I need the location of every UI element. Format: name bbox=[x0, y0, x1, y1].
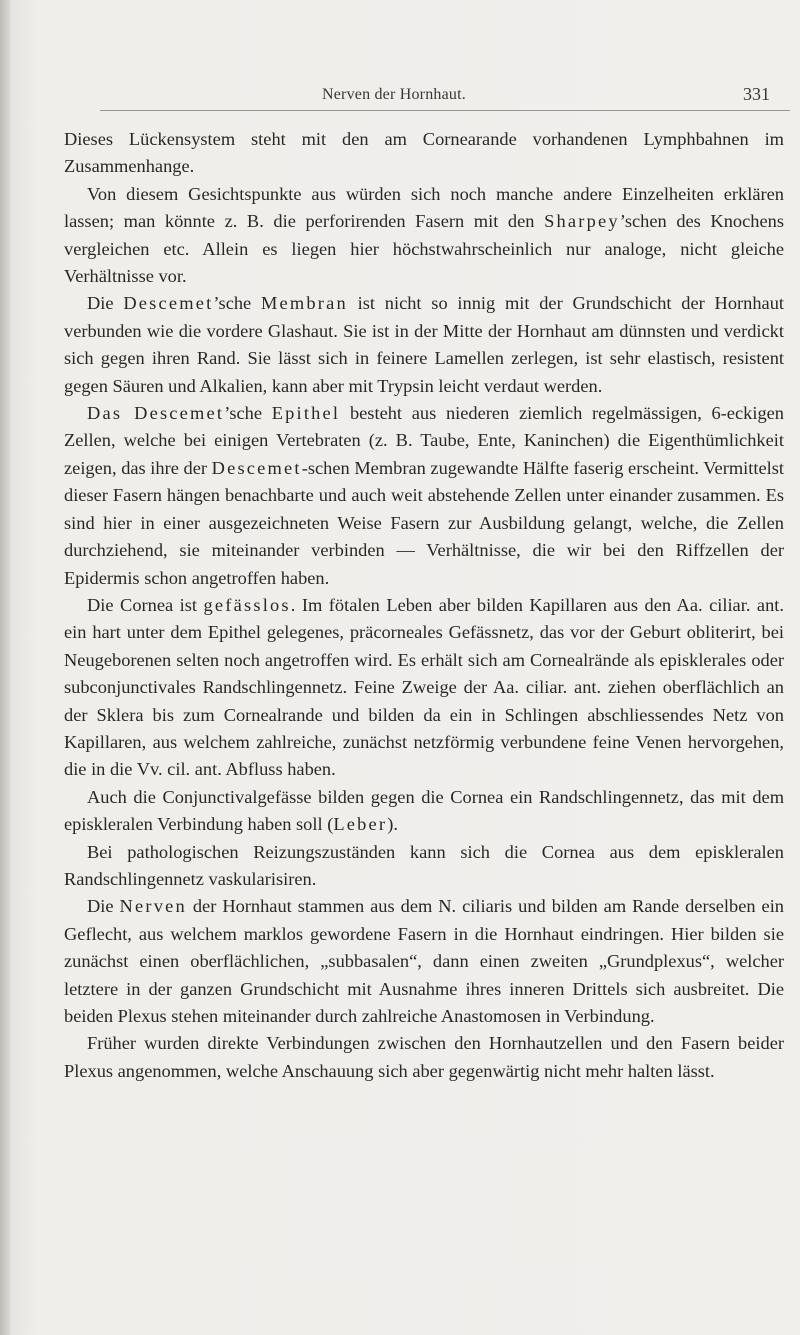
paragraph-text: ’sche bbox=[224, 403, 272, 424]
paragraph-text: Von diesem Gesichtspunkte aus würden sich noch manche andere Einzelheiten erklären lassen; man könnte z. B. die perforirenden Fasern mit den bbox=[64, 183, 784, 232]
paragraph-text: der Hornhaut stammen aus dem N. ciliaris und bilden am Rande derselben ein Geflecht, aus welchem marklos gewordene Fasern in die Hornhaut eindringen. Hier bilden sie zunächst einen oberflächlichen, „subbasalen“, dann einen zweiten „Grundplexus“, welcher letztere in der ganzen Grundschicht mit Ausnahme ihres inneren Drittels sich ausbreitet. Die beiden Plexus stehen miteinander durch zahlreiche Anastomosen in Verbindung. bbox=[64, 896, 784, 1026]
paragraph-text: ’schen des Knochens vergleichen etc. Allein es liegen hier höchstwahrscheinlich nur analoge, nicht gleiche Verhältnisse vor. bbox=[64, 211, 784, 287]
paragraph bbox=[64, 400, 784, 592]
paragraph bbox=[64, 126, 784, 181]
paragraph bbox=[64, 784, 784, 839]
paragraph-text: Dieses Lückensystem steht mit den am Cornearande vorhandenen Lymphbahnen im Zusammenhange. bbox=[64, 129, 784, 177]
paragraph-text: . Im fötalen Leben aber bilden Kapillaren aus den Aa. ciliar. ant. ein hart unter dem Epithel gelegenes, präcorneales Gefässnetz, das vor der Geburt obliterirt, bei Neugeborenen selten noch angetroffen wird. Es erhält sich am Cornealrände als episklerales oder subconjunctivales Randschlingennetz. Feine Zweige der Aa. ciliar. ant. ziehen oberflächlich an der Sklera bis zum Cornealrande und bilden da ein in Schlingen abschliessendes Netz von Kapillaren, aus welchem zahlreiche, zunächst netzförmig verbundene feine Venen hervorgehen, die in die Vv. cil. ant. Abfluss haben. bbox=[64, 594, 784, 780]
paragraph-text: Die Cornea ist bbox=[87, 594, 204, 615]
paragraph-text: besteht aus niederen ziemlich regelmässigen, 6-eckigen Zellen, welche bei einigen Vertebraten (z. B. Taube, Ente, Kaninchen) die Eigenthümlichkeit zeigen, das ihre der bbox=[64, 403, 784, 478]
emphasized-term: Epithel bbox=[271, 403, 341, 424]
header-rule bbox=[100, 110, 790, 111]
paragraph bbox=[64, 893, 784, 1030]
running-title: Nerven der Hornhaut. bbox=[322, 86, 466, 103]
paragraph-text: -schen Membran zugewandte Hälfte faserig erscheint. Vermittelst dieser Fasern hängen benachbarte und auch weit abstehende Zellen unter einander zusammen. Es sind hier in einer ausgezeichneten Weise Fasern zur Ausbildung gelangt, welche, die Zellen durchziehend, sie miteinander verbinden — Verhältnisse, die wir bei den Riffzellen der Epidermis schon angetroffen haben. bbox=[64, 457, 784, 588]
paragraph-text: ist nicht so innig mit der Grundschicht der Hornhaut verbunden wie die vordere Glashaut. Sie ist in der Mitte der Hornhaut am dünnsten und verdickt sich gegen ihren Rand. Sie lässt sich in feinere Lamellen zerlegen, ist sehr elastisch, resistent gegen Säuren und Alkalien, kann aber mit Trypsin leicht verdaut werden. bbox=[64, 293, 784, 396]
paragraph bbox=[64, 592, 784, 784]
emphasized-term: Membran bbox=[260, 293, 348, 314]
paragraph-text: Früher wurden direkte Verbindungen zwischen den Hornhautzellen und den Fasern beider Plexus angenommen, welche Anschauung sich aber gegenwärtig nicht mehr halten lässt. bbox=[64, 1033, 784, 1081]
emphasized-term: Descemet bbox=[211, 457, 302, 478]
paragraph bbox=[64, 181, 784, 291]
paragraph-text: ’sche bbox=[213, 293, 261, 314]
emphasized-term: Das Descemet bbox=[87, 403, 225, 424]
paragraph-text: ). bbox=[387, 814, 398, 835]
emphasized-term: Leber bbox=[333, 814, 388, 835]
paragraph bbox=[64, 839, 784, 894]
page-gutter-shadow bbox=[0, 0, 10, 1335]
paragraph bbox=[64, 290, 784, 400]
page-number: 331 bbox=[743, 84, 770, 104]
emphasized-term: Descemet bbox=[123, 293, 214, 314]
body-text bbox=[64, 126, 784, 1085]
paragraph bbox=[64, 1030, 784, 1085]
paragraph-text: Die bbox=[87, 293, 124, 314]
paragraph-text: Die bbox=[87, 896, 120, 917]
emphasized-term: gefässlos bbox=[203, 594, 291, 615]
paragraph-text: Bei pathologischen Reizungszuständen kann sich die Cornea aus dem episkleralen Randschlingennetz vaskularisiren. bbox=[64, 841, 784, 889]
emphasized-term: Sharpey bbox=[544, 211, 620, 232]
paragraph-text: Auch die Conjunctivalgefässe bilden gegen die Cornea ein Randschlingennetz, das mit dem episkleralen Verbindung haben soll ( bbox=[64, 786, 784, 835]
emphasized-term: Nerven bbox=[119, 896, 187, 917]
